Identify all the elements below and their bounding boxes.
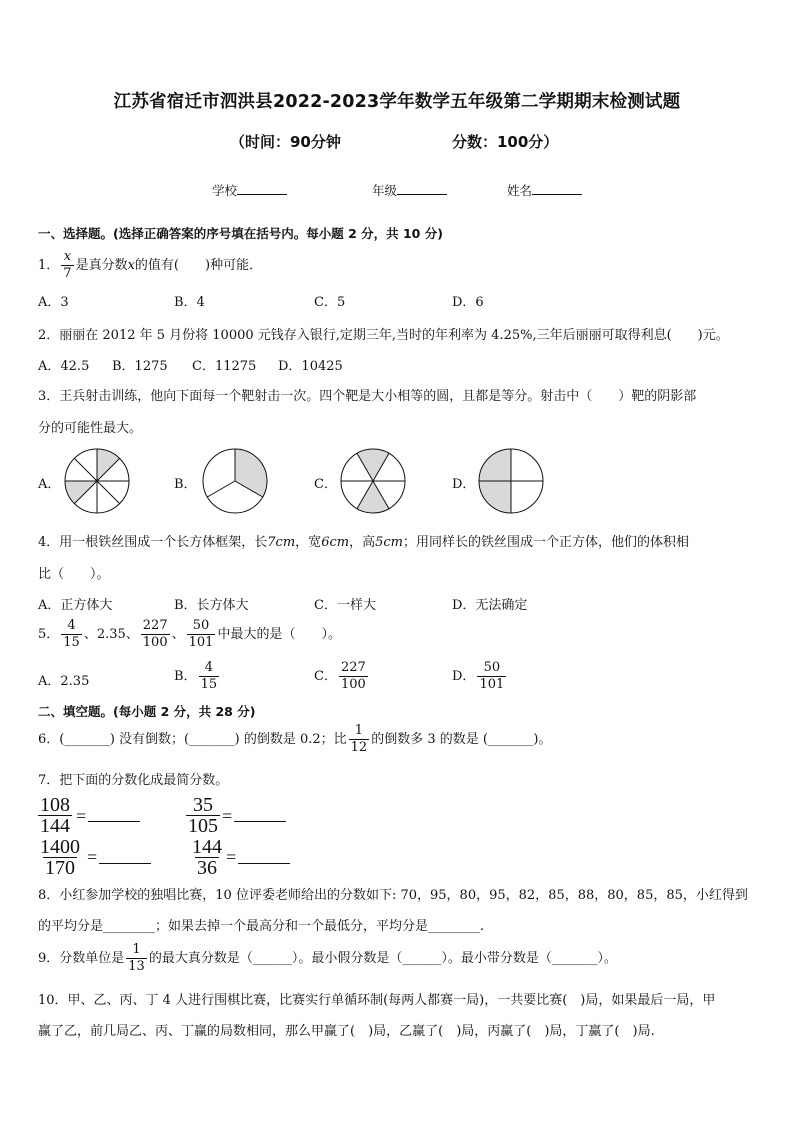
target-a-image[interactable]: [64, 448, 130, 514]
q5-option-d-label: D．: [452, 669, 476, 684]
q6-frac-num: 1: [354, 723, 364, 738]
q2-option-a[interactable]: A．42.5: [38, 359, 90, 374]
q4-height: 5cm: [375, 535, 403, 550]
q5-f3-num: 50: [192, 618, 210, 633]
q5-frac-2: [141, 618, 170, 651]
section1-heading: 一、选择题。(选择正确答案的序号填在括号内。每小题 2 分，共 10 分): [38, 226, 443, 241]
q5-opt-c-den: 100: [340, 677, 366, 692]
q4-width: 6cm: [321, 535, 350, 550]
q1-var: x: [127, 258, 135, 273]
q7-answer-blank-3[interactable]: [99, 862, 151, 864]
q1-text-a: 是真分数: [75, 258, 128, 273]
q1-number: 1．: [38, 258, 60, 273]
target-b-image[interactable]: [202, 448, 268, 514]
target-d-image[interactable]: [478, 448, 544, 514]
q4-text-b: ，宽: [295, 535, 322, 550]
q7-f1-num: 108: [40, 794, 70, 816]
q6-text-a: 6．(_______) 没有倒数；(_______) 的倒数是 0.2；比: [38, 732, 347, 747]
target-c-shaded-sector-2: [357, 481, 389, 513]
page-title: 江苏省宿迁市泗洪县2022-2023学年数学五年级第二学期期末检测试题: [113, 92, 681, 112]
q5-opt-d-num: 50: [483, 660, 501, 675]
q7-f4-num: 144: [192, 836, 222, 858]
q5-opt-c-num: 227: [340, 660, 366, 675]
time-label: （时间：90分钟: [230, 133, 341, 151]
question-9: [38, 942, 617, 975]
question-8-line1: 8．小红参加学校的独唱比赛，10 位评委老师给出的分数如下: 70，95，80，95，82，85，88，80，85，85，小红得到: [38, 888, 748, 903]
q5-option-b[interactable]: [174, 660, 221, 693]
q7-f2-den: 105: [188, 815, 218, 837]
school-field[interactable]: [212, 181, 287, 199]
q7-fraction-2: [186, 795, 220, 836]
q1-option-b[interactable]: B．4: [174, 295, 205, 310]
q7-fraction-4: [190, 837, 224, 878]
q4-text-d: ；用同样长的铁丝围成一个正方体，他们的体积相: [402, 535, 689, 550]
q3-option-c[interactable]: C．: [314, 477, 337, 492]
q4-text-c: ，高: [349, 535, 376, 550]
q7-fraction-1: [38, 795, 72, 836]
q3-option-b[interactable]: B．: [174, 477, 197, 492]
q5-f2-den: 100: [142, 635, 168, 650]
q1-text-b: 的值有( )种可能．: [134, 258, 263, 273]
q5-f1-num: 4: [67, 618, 76, 633]
q5-option-c-frac: [339, 660, 368, 693]
q5-option-b-label: B．: [174, 669, 197, 684]
q5-frac-3: [187, 618, 216, 651]
q4-text-a: 4．用一根铁丝围成一个长方体框架，长: [38, 535, 268, 550]
q1-frac-den: 7: [63, 266, 72, 281]
question-2: 2．丽丽在 2012 年 5 月份将 10000 元钱存入银行,定期三年,当时的年利率为 4.25%,三年后丽丽可取得利息( )元。: [38, 328, 729, 343]
q2-option-d[interactable]: D．10425: [278, 359, 343, 374]
q7-fraction-3: [38, 837, 82, 878]
question-3-line2: 分的可能性最大。: [38, 421, 143, 436]
q5-option-d-frac: [477, 660, 506, 693]
q6-frac: [349, 723, 370, 756]
q4-option-d[interactable]: D．无法确定: [452, 598, 528, 613]
q9-frac: [126, 942, 147, 975]
question-3-line1: 3．王兵射击训练，他向下面每一个靶射击一次。四个靶是大小相等的圆，且都是等分。射击中（ ）靶的阴影部: [38, 389, 697, 404]
question-5: [38, 618, 341, 651]
q5-f2-num: 227: [142, 618, 168, 633]
target-a-shaded-sector-1: [97, 449, 120, 481]
question-1: [38, 249, 262, 282]
q6-text-b: 的倒数多 3 的数是 (_______)。: [371, 732, 552, 747]
name-label: 姓名: [507, 183, 533, 198]
q5-option-d[interactable]: [452, 660, 508, 693]
name-field[interactable]: [507, 181, 582, 199]
q5-f1-den: 15: [63, 635, 80, 650]
grade-blank[interactable]: [397, 182, 447, 195]
grade-field[interactable]: [372, 181, 447, 199]
question-4-line2: 比（ ）。: [38, 567, 110, 582]
q7-f4-den: 36: [197, 857, 217, 879]
q6-frac-den: 12: [350, 740, 368, 755]
q7-eq-2: =: [222, 806, 233, 826]
q5-option-c[interactable]: [314, 660, 370, 693]
q3-option-a[interactable]: A．: [38, 477, 61, 492]
q9-frac-num: 1: [132, 942, 141, 957]
q7-eq-1: =: [76, 806, 87, 826]
q5-option-b-frac: [199, 660, 220, 693]
q5-tail: 中最大的是（ ）。: [217, 627, 341, 642]
q7-answer-blank-1[interactable]: [88, 820, 140, 822]
name-blank[interactable]: [532, 182, 582, 195]
target-c-image[interactable]: [340, 448, 406, 514]
grade-label: 年级: [372, 183, 398, 198]
q5-opt-d-den: 101: [479, 677, 505, 692]
q7-eq-4: =: [226, 847, 237, 867]
q5-sep-2: 、: [171, 627, 185, 642]
q1-option-c[interactable]: C．5: [314, 295, 346, 310]
q4-length: 7cm: [267, 535, 296, 550]
q9-text-b: 的最大真分数是（______）。最小假分数是（______）。最小带分数是（_______）。: [148, 951, 617, 966]
q3-option-d[interactable]: D．: [452, 477, 476, 492]
q9-text-a: 9．分数单位是: [38, 951, 125, 966]
q5-option-a[interactable]: A．2.35: [38, 674, 90, 689]
q2-option-b[interactable]: B．1275: [112, 359, 168, 374]
q1-option-d[interactable]: D．6: [452, 295, 484, 310]
q9-frac-den: 13: [128, 959, 145, 974]
q7-f1-den: 144: [40, 815, 70, 837]
q4-option-a[interactable]: A．正方体大: [38, 598, 113, 613]
q2-option-c[interactable]: C．11275: [192, 359, 257, 374]
q1-fraction: [61, 249, 73, 282]
question-4-line1: [38, 531, 689, 550]
q5-number: 5．: [38, 627, 60, 642]
question-10-line2: 赢了乙，前几局乙、丙、丁赢的局数相同，那么甲赢了( )局，乙赢了( )局，丙赢了( )局，丁赢了( )局.: [38, 1024, 655, 1039]
school-blank[interactable]: [237, 182, 287, 195]
q7-eq-3: =: [87, 847, 98, 867]
q5-f3-den: 101: [188, 635, 214, 650]
question-8-line2: 的平均分是________；如果去掉一个最高分和一个最低分，平均分是________.: [38, 919, 485, 934]
q5-frac-1: [61, 618, 82, 651]
q5-opt-b-num: 4: [204, 660, 213, 675]
q7-answer-blank-4[interactable]: [238, 862, 290, 864]
q7-f2-num: 35: [193, 794, 213, 816]
score-label: 分数：100分）: [452, 133, 559, 151]
target-c-shaded-sector-1: [357, 449, 389, 481]
q7-f3-num: 1400: [40, 836, 80, 858]
target-b-divider: [207, 481, 235, 497]
q4-option-c[interactable]: C．一样大: [314, 598, 376, 613]
q5-opt-b-den: 15: [200, 677, 218, 692]
q1-option-a[interactable]: A．3: [38, 295, 69, 310]
q7-answer-blank-2[interactable]: [234, 820, 286, 822]
question-7: 7．把下面的分数化成最简分数。: [38, 773, 229, 788]
section2-heading: 二、填空题。(每小题 2 分，共 28 分): [38, 704, 256, 719]
q5-option-c-label: C．: [314, 669, 337, 684]
q5-sep-1: 、2.35、: [83, 627, 139, 642]
question-6: [38, 723, 552, 756]
question-10-line1: 10．甲、乙、丙、丁 4 人进行围棋比赛，比赛实行单循环制(每两人都赛一局)，一共要比赛( )局，如果最后一局，甲: [38, 993, 716, 1008]
q4-option-b[interactable]: B．长方体大: [174, 598, 249, 613]
target-a-shaded-sector-2: [65, 481, 97, 504]
q7-f3-den: 170: [45, 857, 75, 879]
q1-frac-num: x: [63, 249, 72, 264]
school-label: 学校: [212, 183, 238, 198]
